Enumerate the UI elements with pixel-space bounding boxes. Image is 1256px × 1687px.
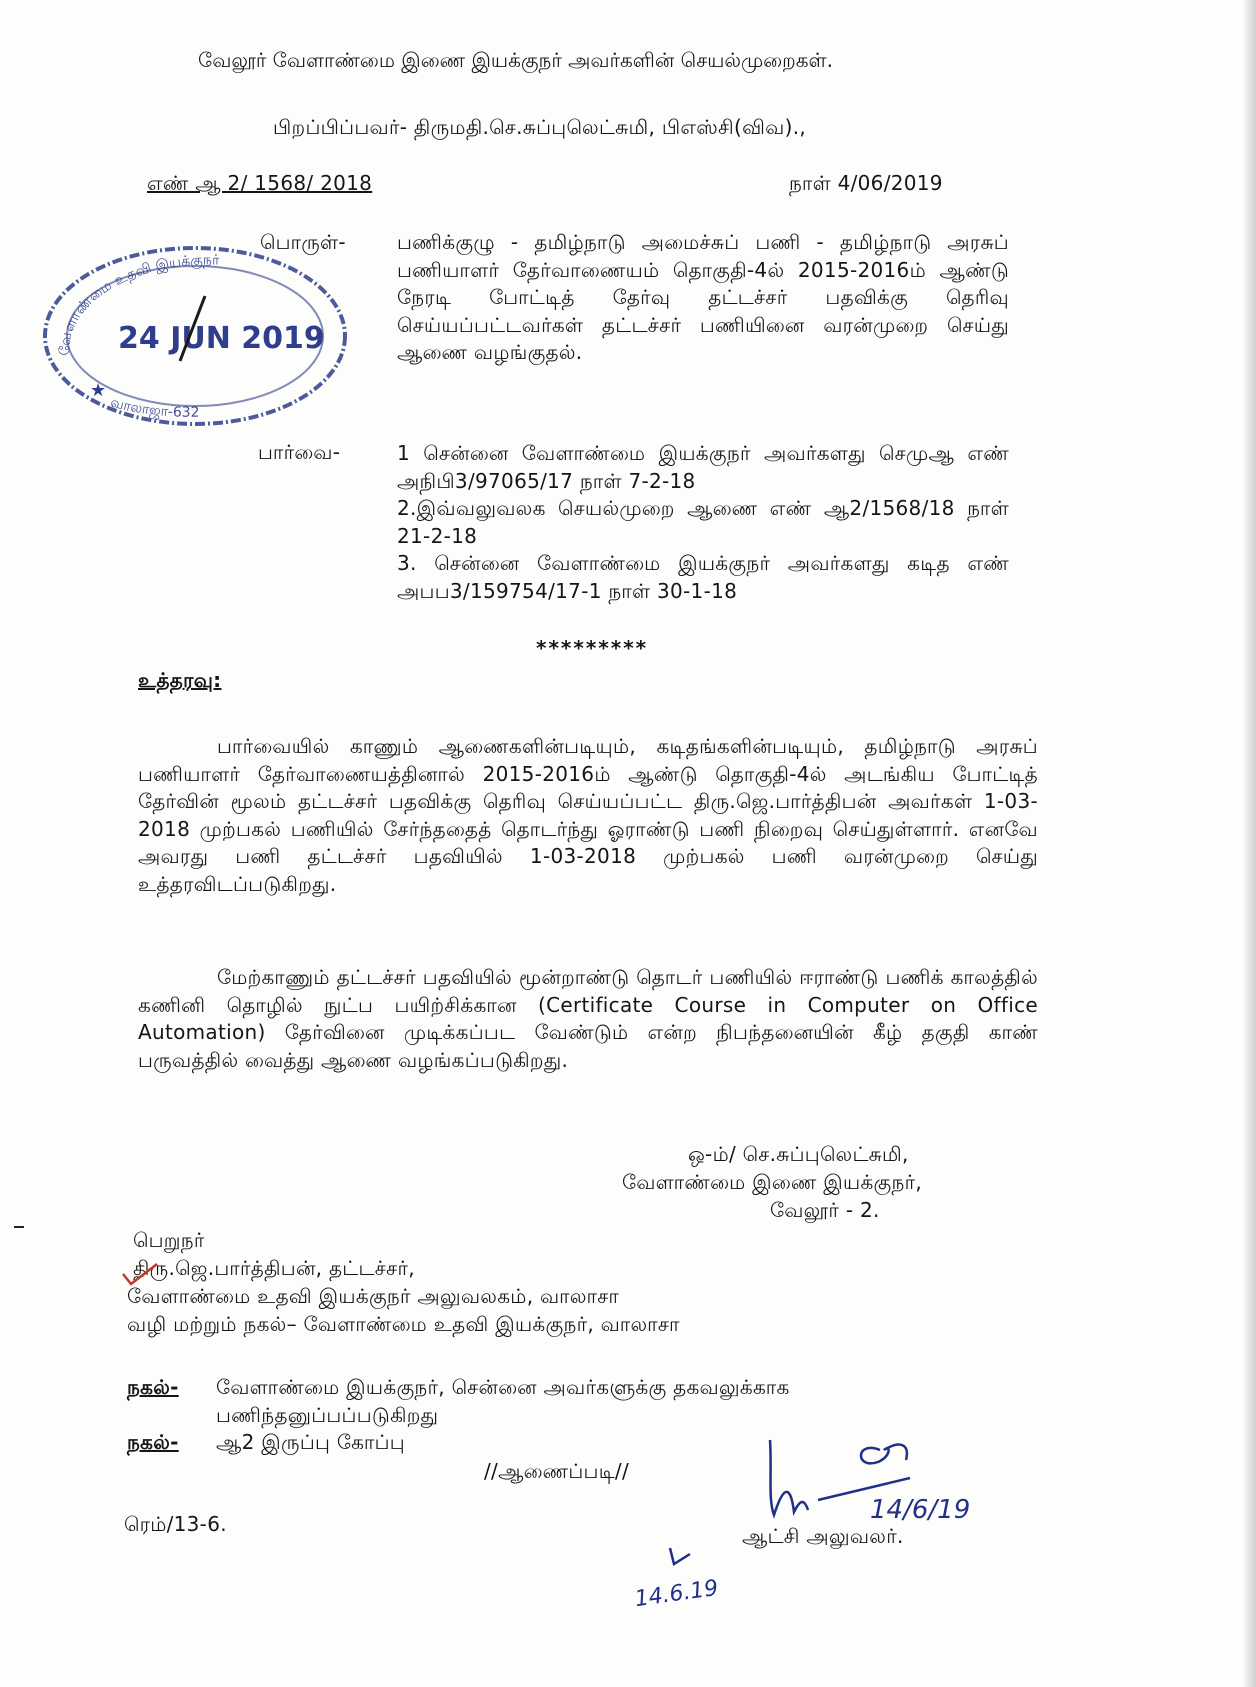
document-title: வேலூர் வேளாண்மை இணை இயக்குநர் அவர்களின் செயல்முறைகள்.: [198, 48, 833, 72]
copy-label-1: நகல்-: [127, 1375, 179, 1399]
copy-label-2: நகல்-: [127, 1430, 179, 1454]
recipient-label: பெறுநர்: [133, 1228, 205, 1252]
subject-text: பணிக்குழு - தமிழ்நாடு அமைச்சுப் பணி - தமிழ்நாடு அரசுப் பணியாளர் தேர்வாணையம் தொகுதி-4ல் 2015-2016ம் ஆண்டு நேரடி போட்டித் தேர்வு தட்டச்சர் பதவிக்கு தெரிவு செய்யப்பட்டவர்கள் தட்டச்சர் பணியினை வரன்முறை செய்து ஆணை வழங்குதல்.: [397, 230, 1009, 364]
document-date: நாள் 4/06/2019: [789, 171, 943, 195]
stamp-star-icon: ★: [90, 380, 107, 401]
signatory-name: ஒ-ம்/ செ.சுப்புலெட்சுமி,: [688, 1142, 909, 1166]
order-paragraph-2: மேற்காணும் தட்டச்சர் பதவியில் மூன்றாண்டு தொடர் பணியில் ஈராண்டு பணிக் காலத்தில் கணினி தொழில் நுட்ப பயிற்சிக்கான (Certificate Course in Computer on Office Automation) தேர்வினை முடிக்கப்பட வேண்டும் என்ற நிபந்தனையின் கீழ் தகுதி காண் பருவத்தில் வைத்து ஆணை வழங்கப்படுகிறது.: [138, 965, 1038, 1072]
signatory-designation: வேளாண்மை இணை இயக்குநர்,: [622, 1170, 923, 1194]
stamp-bottom-text: வாலாஜா-632: [108, 394, 200, 421]
office-stamp: [30, 236, 350, 436]
stamp-top-text: வேளாண்மை உதவி இயக்குநர்: [56, 252, 220, 357]
page-edge-shadow: [1242, 0, 1256, 1687]
margin-mark: [14, 1226, 24, 1228]
stamp-date: 24 JUN 2019: [118, 321, 325, 356]
order-heading: உத்தரவு:: [138, 668, 222, 692]
copy-text-1b: பணிந்தனுப்பப்படுகிறது: [216, 1403, 439, 1427]
separator-stars: *********: [536, 636, 649, 660]
true-copy-mark: //ஆணைப்படி//: [484, 1459, 630, 1483]
recipient-name: திரு.ஜெ.பார்த்திபன், தட்டச்சர்,: [133, 1256, 415, 1280]
handwritten-bottom-date: [630, 1540, 730, 1620]
subject-label: பொருள்-: [260, 230, 346, 254]
reference-item-3: 3. சென்னை வேளாண்மை இயக்குநர் அவர்களது கடித எண் அபப3/159754/17-1 நாள் 30-1-18: [397, 551, 1009, 603]
signature-date: 14/6/19: [870, 1495, 971, 1525]
signatory-place: வேலூர் - 2.: [770, 1198, 880, 1222]
footer-code: ரெம்/13-6.: [124, 1512, 227, 1536]
reference-number: எண் ஆ 2/ 1568/ 2018: [147, 171, 373, 195]
check-tick-icon: [121, 1260, 161, 1290]
issuer-line: பிறப்பிப்பவர்- திருமதி.செ.சுப்புலெட்சுமி, பிஎஸ்சி(விவ).,: [273, 115, 807, 139]
copy-text-1: வேளாண்மை இயக்குநர், சென்னை அவர்களுக்கு தகவலுக்காக: [216, 1375, 790, 1399]
recipient-via-copy: வழி மற்றும் நகல்– வேளாண்மை உதவி இயக்குநர், வாலாசா: [127, 1312, 680, 1336]
reference-item-1: 1 சென்னை வேளாண்மை இயக்குநர் அவர்களது செமுஆ எண் அநிபி3/97065/17 நாள் 7-2-18: [397, 441, 1009, 493]
references-label: பார்வை-: [258, 440, 341, 464]
order-paragraph-1: பார்வையில் காணும் ஆணைகளின்படியும், கடிதங்களின்படியும், தமிழ்நாடு அரசுப் பணியாளர் தேர்வாணையத்தினால் 2015-2016ம் ஆண்டு தொகுதி-4ல் அடங்கிய போட்டித் தேர்வின் மூலம் தட்டச்சர் பதவிக்கு தெரிவு செய்யப்பட்ட திரு.ஜெ.பார்த்திபன் அவர்கள் 1-03-2018 முற்பகல் பணியில் சேர்ந்ததைத் தொடர்ந்து ஓராண்டு பணி நிறைவு செய்துள்ளார். எனவே அவரது பணி தட்டச்சர் பதவியில் 1-03-2018 முற்பகல் பணி வரன்முறை செய்து உத்தரவிடப்படுகிறது.: [138, 734, 1038, 896]
svg-text:14.6.19: 14.6.19: [633, 1575, 720, 1613]
copy-text-2: ஆ2 இருப்பு கோப்பு: [216, 1430, 405, 1454]
admin-officer-title: ஆட்சி அலுவலர்.: [742, 1524, 904, 1548]
reference-item-2: 2.இவ்வலுவலக செயல்முறை ஆணை எண் ஆ2/1568/18 நாள் 21-2-18: [397, 496, 1009, 548]
recipient-office: வேளாண்மை உதவி இயக்குநர் அலுவலகம், வாலாசா: [127, 1284, 620, 1308]
